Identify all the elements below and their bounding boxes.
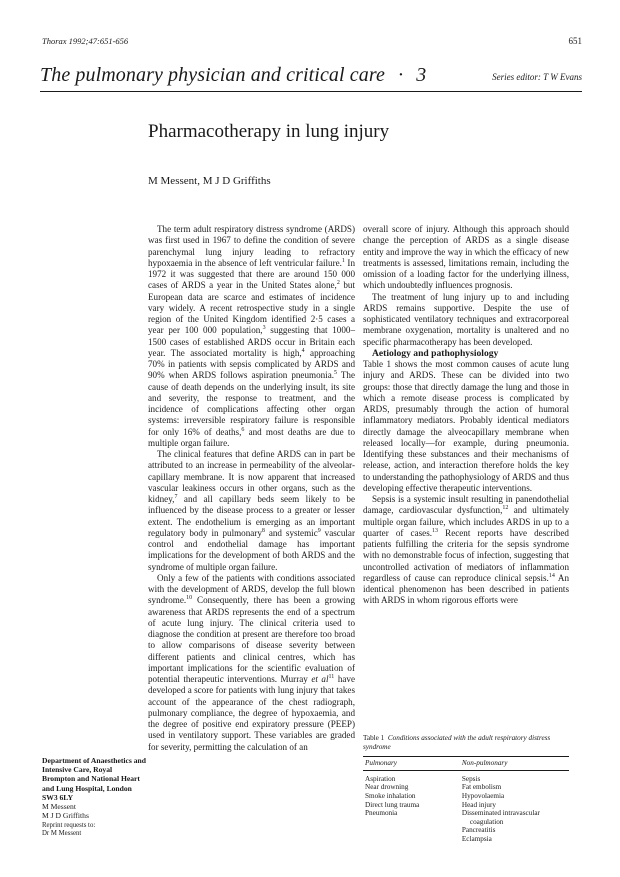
paragraph: The clinical features that define ARDS can in part be attributed to an increase in permeability of the alveolar-capillary membrane. It is now apparent that increased vascular leakiness occurs in other organs, such as the kidney,$^7$ and all capillary beds seem likely to be influenced by the disease process to a greater or lesser extent. The endothelium is emerging as an important regulatory body in pulmonary$^8$ and systemic$^9$ vascular control and endothelial damage has important implications for the development of both ARDS and the syndrome of multiple organ failure. bbox=[148, 449, 355, 572]
paragraph: The term adult respiratory distress syndrome (ARDS) was first used in 1967 to define the condition of severe parenchymal lung injury leading to refractory hypoxaemia in the absence of left ventricular failure.$^1$ In 1972 it was suggested that there are around 150 000 cases of ARDS a year in the United States alone,$^2$ but European data are scarce and estimates of incidence vary widely. A recent retrospective study in a single region of the United Kingdom identified 2·5 cases a year per 100 000 population,$^3$ suggesting that 1000–1500 cases of established ARDS occur in Britain each year. The associated mortality is high,$^4$ approaching 70% in patients with sepsis complicated by ARDS and 90% when ARDS follows aspiration pneumonia.$^5$ The cause of death depends on the underlying insult, its site and severity, the response to treatment, and the incidence of complications affecting other organ systems: irreversible respiratory failure is responsible for only 16% of deaths,$^6$ and most deaths are due to multiple organ failure. bbox=[148, 224, 356, 448]
paragraph: Only a few of the patients with conditions associated with the development of ARDS, develop the full blown syndrome.$^{10}$ Consequently, there has been a growing awareness that ARDS represents the end of a spectrum of acute lung injury. The clinical criteria used to diagnose the condition at present are therefore too broad to allow comparisons of disease severity between different patients and clinical centres, which has important implications for the scientific evaluation of potential therapeutic interventions. Murray et $al^{11}$ have developed a score for patients with lung injury that takes account of the appearance of the chest radiograph, pulmonary compliance, the degree of hypoxaemia, and the degree of positive end expiratory pressure (PEEP) used in ventilatory support. These variables are graded for severity, permitting the calculation of an bbox=[148, 572, 355, 752]
conditions-table bbox=[363, 756, 569, 843]
reprint-label: Reprint requests to: bbox=[42, 822, 96, 830]
page-number: 651 bbox=[568, 36, 582, 46]
reprint-requests bbox=[42, 822, 146, 838]
paragraph: Table 1 shows the most common causes of acute lung injury and ARDS. These can be divided into two groups: those that directly damage the lung and those in which a remote disease process is complicated by ARDS, presumably through the action of humoral inflammatory mediators. Probably identical mediators directly damage the alveocapillary membrane when released locally—for example, during pneumonia. Identifying these substances and their mechanisms of release, action, and interaction therefore holds the key to understanding the pathophysiology of ARDS and thus developing effective therapeutic interventions. bbox=[363, 359, 569, 493]
series-title-text: The pulmonary physician and critical care bbox=[40, 64, 385, 86]
series-title bbox=[40, 64, 426, 87]
journal-reference: Thorax 1992;47:651-656 bbox=[42, 36, 129, 46]
table-header-nonpulmonary: Non-pulmonary bbox=[462, 757, 569, 771]
article-authors: M Messent, M J D Griffiths bbox=[148, 175, 271, 187]
table-row: coagulation bbox=[469, 817, 504, 826]
text-column-2 bbox=[363, 224, 569, 607]
table-row: Pneumonia Disseminated intravascular bbox=[365, 809, 540, 818]
text-column-1 bbox=[148, 224, 355, 753]
series-separator: · bbox=[398, 64, 404, 86]
table-header-row bbox=[363, 757, 569, 771]
section-heading: Aetiology and pathophysiology bbox=[372, 347, 499, 359]
header-rule bbox=[40, 91, 582, 92]
table-header-pulmonary: Pulmonary bbox=[363, 757, 462, 771]
table-row: Pancreatitis bbox=[461, 826, 496, 835]
affiliation-author: M Messent bbox=[42, 802, 76, 812]
table-row: Aspiration Sepsis bbox=[365, 774, 481, 783]
author-affiliation bbox=[42, 756, 146, 838]
table-1 bbox=[363, 734, 569, 844]
table-caption-text: Conditions associated with the adult respiratory distress syndrome bbox=[363, 734, 551, 751]
table-row: Direct lung trauma Head injury bbox=[365, 800, 497, 809]
reprint-name: Dr M Messent bbox=[42, 830, 82, 838]
paragraph: Sepsis is a systemic insult resulting in panendothelial damage, cardiovascular dysfunction,$^{12}$ and ultimately multiple organ failure, which includes ARDS in up to a quarter of cases.$^{13}$ Recent reports have described patients fulfilling the criteria for the sepsis syndrome with no demonstrable focus of infection, suggesting that uncontrolled activation of mediators of inflammation regardless of cause can reproduce clinical sepsis.$^{14}$ An identical phenomenon has been described in patients with ARDS in whom rigorous efforts were bbox=[363, 494, 569, 606]
table-caption bbox=[363, 734, 569, 751]
table-row: Smoke inhalation Hypovolaemia bbox=[365, 791, 505, 800]
series-number: 3 bbox=[416, 64, 427, 86]
affiliation-author: M J D Griffiths bbox=[42, 811, 89, 821]
affiliation-department: Department of Anaesthetics and Intensive Care, Royal Brompton and National Heart and Lung Hospital, London SW3 6LY bbox=[42, 756, 146, 802]
table-row: Near drowning Fat embolism bbox=[365, 783, 502, 792]
table-row: Eclampsia bbox=[461, 834, 492, 843]
article-title: Pharmacotherapy in lung injury bbox=[148, 121, 390, 142]
paragraph: overall score of injury. Although this approach should change the perception of ARDS as a single disease entity and improve the way in which the efficacy of new treatments is assessed, limitations remain, including the omission of a loading factor for the underlying illness, which undoubtedly influences prognosis. bbox=[363, 224, 569, 291]
paragraph: The treatment of lung injury up to and including ARDS remains supportive. Despite the use of sophisticated ventilatory techniques and extracorporeal membrane oxygenation, mortality is unaltered and no specific pharmacotherapy has been developed. bbox=[363, 291, 569, 347]
table-label: Table 1 bbox=[363, 734, 385, 742]
series-editor: Series editor: T W Evans bbox=[492, 72, 582, 82]
